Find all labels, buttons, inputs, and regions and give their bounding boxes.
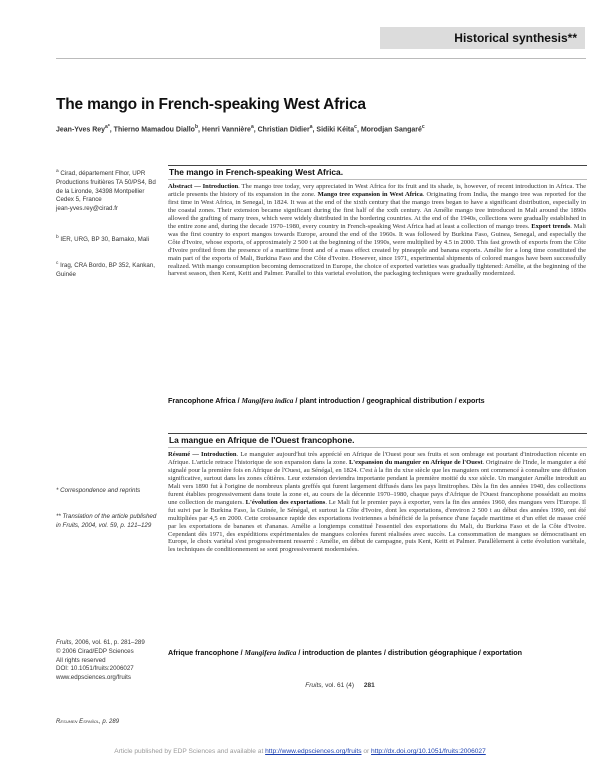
keyword-text: Francophone Africa /: [168, 396, 242, 405]
abstract-text: . Originaire de l'Inde, le manguier a été signalé pour la première fois en Afrique de l'Ouest, au Sénégal, en 1824. C'est à la fin du xixe siècle que les manguiers ont commencé à connaître une diffusion significative, surtout dans les zones côtières. Leur extension deviendra importante pendant la première moitié du xxe siècle. Un manguier Amélie introduit au Mali vers 1890 fut à l'origine de nombreux plants greffés qui furent largement diffusés dans les pays limitrophes. Dès la fin des années 1940, des collections furent établies progressivement dans toute la zone et, au cours de la décennie 1970–1980, chaque pays d'Afrique de l'Ouest francophone possédait au moins une collection de manguiers.: [168, 458, 586, 506]
english-abstract: [168, 183, 586, 278]
doi-link[interactable]: http://dx.doi.org/10.1051/fruits:2006027: [371, 748, 486, 755]
author-list: Jean-Yves Rey$^{a*}$, Thierno Mamadou Diallo$^b$, Henri Vannière$^a$, Christian Didier$^a$, Sidiki Kéita$^c$, Morodjan Sangaré$^c$: [56, 124, 425, 134]
page-footer: [240, 682, 440, 689]
abstract-label: Export trends: [531, 222, 571, 230]
author-affiliation-marker: a: [250, 124, 254, 130]
affiliation-marker: b: [56, 235, 59, 240]
abstract-text: . Originating from India, the mango tree was reported for the first time in West Africa, in Senegal, in 1824. It was at the end of the xixth century that the mango trees began to have a significant distribution, especially in the coastal zones. Their extension became significant during the first half of the xxth century. An Amélie mango tree introduced in Mali around the 1890s allowed the grafting of many trees, which were widely distributed in the bordering countries. At the end of the 1940s, collections were gradually established in the entire zone and, during the decade 1970–1980, every country in French-speaking West Africa had at least a collection of mango trees.: [168, 190, 586, 230]
author-affiliation-marker: b: [194, 124, 199, 130]
author-affiliation-marker: c: [354, 124, 357, 130]
footer-volume: vol. 61 (4): [325, 682, 355, 689]
pubinfo-doi: DOI: 10.1051/fruits:2006027: [56, 665, 134, 673]
author-affiliation-marker: c: [421, 124, 425, 130]
affiliation-text: IER, URG, BP 30, Bamako, Mali: [60, 236, 150, 244]
affiliation-c: [56, 260, 160, 280]
author-name: Jean-Yves Rey: [56, 126, 106, 134]
keyword-text: / introduction de plantes / distribution géographique / exportation: [296, 648, 523, 657]
author-name: Christian Didier: [257, 126, 310, 134]
pubinfo-rights: All rights reserved: [56, 656, 106, 664]
abstract-label: Abstract — Introduction: [168, 183, 239, 190]
abstract-text: . Le Mali fut le premier pays à exporter, vers la fin des années 1960, des mangues vers l'Europe. Il fut suivi par le Burkina Faso, la Guinée, le Sénégal, et surtout la Côte d'Ivoire, dont les exportations, d'environ 2 500 t au début des années 1990, ont été multipliées par 4,5 en 2000. Cette croissance rapide des exportations ivoiriennes a bénéficié de la présence d'une façade maritime et d'un effet de masse créé par les exportations de bananes et d'ananas. Amélie a longtemps constitué l'essentiel des exportations du Mali, du Burkina Faso et de la Côte d'Ivoire. Cependant dès 1971, des expéditions expérimentales de mangues colorées furent réalisées avec succès. La consommation de mangues se démocratisant en Europe, le choix variétal s'est progressivement resserré : Amélie, en début de campagne, puis Kent, Keitt et Palmer. Parallèlement à cette évolution variétale, les techniques de conditionnement se sont progressivement modernisées.: [168, 498, 587, 554]
abstract-text: . Le manguier aujourd'hui très apprécié en Afrique de l'Ouest pour ses fruits et son ombrage est pourtant d'introduction récente en Afrique. L'article retrace l'historique de son expansion dans la zone.: [168, 451, 586, 466]
affiliation-text: Irag, CRA Bordo, BP 352, Kankan, Guinée: [56, 262, 155, 278]
affiliation-email[interactable]: jean-yves.rey@cirad.fr: [56, 205, 118, 213]
publication-info: [56, 639, 160, 683]
section-header: Historical synthesis**: [380, 27, 585, 49]
keyword-italic: Mangifera indica: [241, 397, 294, 405]
keyword-text: Afrique francophone /: [168, 648, 245, 657]
page-number: 281: [363, 682, 375, 689]
abstract-label: L'évolution des exportations: [245, 498, 326, 506]
affiliation-marker: c: [56, 261, 59, 266]
keyword-italic: Mangifera indica: [244, 649, 297, 657]
affiliation-a: [56, 168, 160, 214]
resumen-page: p. 289: [102, 719, 120, 725]
author-name: Henri Vannière: [201, 126, 251, 134]
footer-journal: Fruits,: [305, 682, 324, 689]
author-affiliation-marker: a: [309, 124, 313, 130]
affiliation-marker: a: [56, 169, 59, 174]
author-name: Sidiki Kéita: [316, 126, 355, 134]
french-keywords: [168, 648, 586, 658]
abstract-label: L'expansion du manguier en Afrique de l'Ouest: [348, 458, 483, 466]
pubinfo-copyright: © 2006 Cirad/EDP Sciences: [56, 647, 134, 655]
resumen-espanol: [56, 719, 160, 725]
abstract-text: . The mango tree today, very appreciated in West Africa for its fruit and its shade, is, however, of recent introduction in Africa. The article presents the history of its expansion in the zone.: [168, 183, 586, 198]
english-box-title: The mango in French-speaking West Africa.: [168, 165, 587, 180]
english-keywords: [168, 396, 586, 406]
translation-note: ** Translation of the article published in Fruits, 2004, vol. 59, p. 121–129: [56, 513, 157, 529]
article-title: The mango in French-speaking West Africa: [56, 96, 366, 113]
author-name: Thierno Mamadou Diallo: [113, 126, 195, 134]
keyword-text: / plant introduction / geographical distribution / exports: [293, 396, 485, 405]
pubinfo-url[interactable]: www.edpsciences.org/fruits: [56, 674, 131, 682]
french-box-title: La mangue en Afrique de l'Ouest francophone.: [168, 433, 587, 448]
author-affiliation-marker: a*: [105, 124, 110, 130]
pubinfo-journal: Fruits,: [56, 639, 74, 646]
abstract-label: Mango tree expansion in West Africa: [317, 190, 423, 198]
correspondence-note: * Correspondence and reprints: [56, 487, 141, 494]
journal-link[interactable]: http://www.edpsciences.org/fruits: [265, 748, 362, 755]
abstract-text: . Mali was the first country to export mangos towards Europe, around the end of the 1960s. It was followed by Burkina Faso, Guinea, Senegal, and especially the Côte d'Ivoire, whose exports, of approximately 2 500 t at the beginning of the 1990s, were multiplied by 4.5 in 2000. This fast growth of exports from the Côte d'Ivoire profited from the presence of a maritime front and of a mass effect created by pineapple and banana exports. Amélie for a long time constituted the main part of the exports of Mali, Burkina Faso and the Côte d'Ivoire. However, since 1971, experimental shipments of colored mangos have been successfully realized. With mango consumption becoming democratized in Europe, the choice of exported varieties was gradually tightened: Amélie, at the beginning of the harvest season, then Kent, Keitt and Palmer. Parallel to this varietal evolution, the packaging techniques were gradually modernized.: [168, 222, 587, 278]
french-abstract: [168, 451, 586, 554]
affiliation-text: Cirad, département Flhor, UPR Productions fruitières TA 50/PS4, Bd de la Lironde, 34398 Montpellier Cedex 5, France: [56, 170, 156, 204]
author-name: Morodjan Sangaré: [360, 126, 422, 134]
banner-text: or: [361, 748, 372, 755]
abstract-label: Résumé — Introduction: [168, 451, 237, 458]
header-rule: [56, 58, 586, 59]
banner-text: Article published by EDP Sciences and available at: [114, 748, 266, 755]
publisher-banner: [0, 748, 600, 755]
resumen-label: Resumen Español,: [56, 719, 101, 725]
pubinfo-citation: 2006, vol. 61, p. 281–289: [74, 639, 145, 646]
affiliation-b: [56, 234, 160, 245]
